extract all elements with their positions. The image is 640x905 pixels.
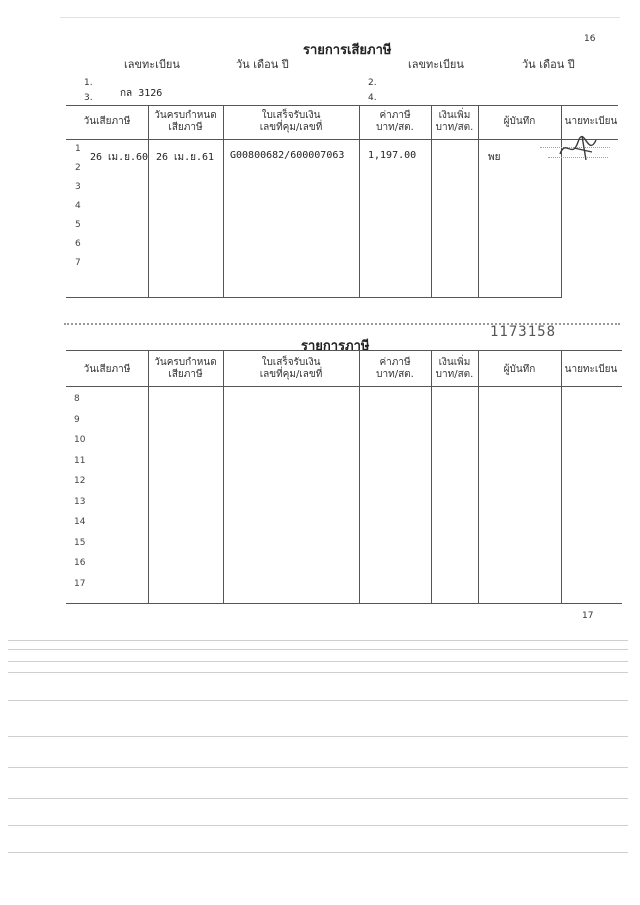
col-header-tax-amount: ค่าภาษี บาท/สต. [376,357,414,380]
entry-due-date: 26 เม.ย.61 [156,152,215,163]
table-2-col-divider [359,350,360,603]
slot-3-label: 3. [84,93,93,103]
reg-label-left: เลขทะเบียน [124,58,180,71]
row-number: 9 [74,415,80,425]
col-header-surcharge: เงินเพิ่ม บาท/สต. [435,110,474,133]
col-header-due-date: วันครบกำหนด เสียภาษี [154,110,217,133]
col-header-pay-date: วันเสียภาษี [83,364,131,375]
date-label-left: วัน เดือน ปี [236,58,289,71]
row-number: 12 [74,476,86,486]
scan-line [8,649,628,650]
registrar-signature [556,132,606,164]
table-2-col-divider [561,350,562,603]
col-header-due-date: วันครบกำหนด เสียภาษี [154,357,217,380]
col-header-surcharge: เงินเพิ่ม บาท/สต. [435,357,474,380]
scan-line [8,700,628,701]
scan-line [8,767,628,768]
row-number: 10 [74,435,86,445]
scan-line [8,798,628,799]
section-2-title: รายการภาษี [301,339,370,354]
slot-2-label: 2. [368,78,377,88]
scan-line [8,672,628,673]
page-number-top: 16 [584,34,596,44]
scan-line [8,640,628,641]
table-2-col-divider [223,350,224,603]
date-label-right: วัน เดือน ปี [522,58,575,71]
row-number: 11 [74,456,86,466]
row-number: 15 [74,538,86,548]
col-header-recorder: ผู้บันทึก [503,116,536,127]
page-number-bottom: 17 [582,611,594,621]
reg-label-right: เลขทะเบียน [408,58,464,71]
scan-edge-top [60,17,620,18]
table-2-col-divider [148,350,149,603]
row-number: 3 [75,182,81,192]
entry-receipt: G00800682/600007063 [230,150,345,161]
col-header-receipt: ใบเสร็จรับเงิน เลขที่คุม/เลขที่ [259,357,323,380]
table-2-header-rule [66,386,622,387]
table-1-bottom-rule [66,297,562,298]
row-number: 8 [74,394,80,404]
slot-1-label: 1. [84,78,93,88]
col-header-recorder: ผู้บันทึก [503,364,536,375]
row-number: 1 [75,144,81,154]
slot-4-label: 4. [368,93,377,103]
row-number: 5 [75,220,81,230]
row-number: 6 [75,239,81,249]
entry-pay-date: 26 เม.ย.60 [90,152,149,163]
row-number: 7 [75,258,81,268]
table-2-col-divider [431,350,432,603]
section-1-title: รายการเสียภาษี [303,43,392,58]
registration-plate: กล 3126 [120,88,163,99]
row-number: 2 [75,163,81,173]
scan-line [8,736,628,737]
table-2-col-divider [478,350,479,603]
col-header-registrar: นายทะเบียน [564,364,618,375]
col-header-registrar: นายทะเบียน [564,116,618,127]
col-header-pay-date: วันเสียภาษี [83,116,131,127]
row-number: 13 [74,497,86,507]
table-1-col-divider [478,105,479,297]
entry-amount: 1,197.00 [368,150,417,161]
col-header-receipt: ใบเสร็จรับเงิน เลขที่คุม/เลขที่ [259,110,323,133]
row-number: 17 [74,579,86,589]
scan-line [8,661,628,662]
serial-number: 1173158 [490,324,557,340]
scan-line [8,825,628,826]
table-2-top-rule [66,350,622,351]
col-header-tax-amount: ค่าภาษี บาท/สต. [376,110,414,133]
entry-recorder: พย [488,152,501,163]
scan-line [8,852,628,853]
row-number: 16 [74,558,86,568]
row-number: 14 [74,517,86,527]
table-2-bottom-rule [66,603,622,604]
row-number: 4 [75,201,81,211]
